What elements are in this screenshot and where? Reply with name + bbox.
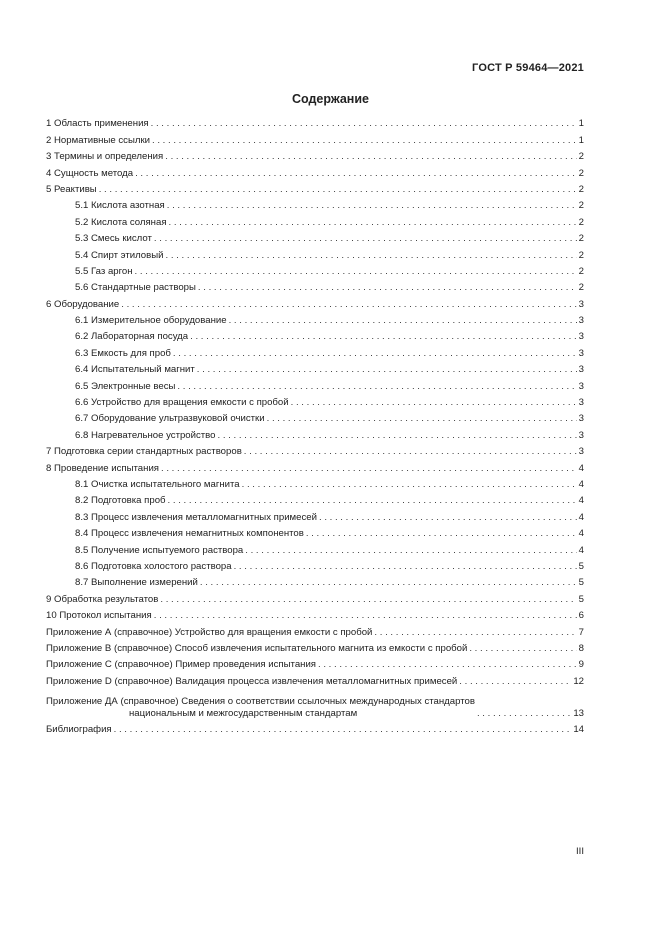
toc-entry[interactable] xyxy=(46,524,584,540)
leader-dots xyxy=(177,381,576,393)
toc-entry-page: 5 xyxy=(578,577,584,589)
page-number: III xyxy=(576,846,584,857)
leader-dots xyxy=(229,315,577,327)
toc-entry-page: 2 xyxy=(578,167,584,179)
toc-entry-page: 9 xyxy=(578,659,584,671)
toc-entry-page: 6 xyxy=(578,610,584,622)
toc-entry-label: 8.1 Очистка испытательного магнита xyxy=(75,478,240,490)
toc-entry[interactable] xyxy=(46,262,584,278)
toc-entry-page: 7 xyxy=(578,626,584,638)
toc-entry-page: 4 xyxy=(578,462,584,474)
toc-entry-page: 4 xyxy=(578,544,584,556)
toc-entry[interactable] xyxy=(46,196,584,212)
toc-entry-label: 5.2 Кислота соляная xyxy=(75,216,167,228)
toc-entry[interactable] xyxy=(46,540,584,556)
toc-entry[interactable] xyxy=(46,393,584,409)
toc-entry-page: 2 xyxy=(578,249,584,261)
leader-dots xyxy=(135,168,577,180)
toc-entry[interactable] xyxy=(46,671,584,687)
toc-entry[interactable] xyxy=(46,311,584,327)
toc-entry-page: 14 xyxy=(573,724,584,736)
leader-dots xyxy=(469,643,576,655)
toc-entry-label: 6.1 Измерительное оборудование xyxy=(75,315,227,327)
toc-entry-page: 8 xyxy=(578,642,584,654)
toc-entry-label: 5 Реактивы xyxy=(46,183,97,195)
toc-entry[interactable] xyxy=(46,458,584,474)
toc-entry[interactable] xyxy=(46,442,584,458)
toc-entry-page: 4 xyxy=(578,511,584,523)
toc-entry-label: 8 Проведение испытания xyxy=(46,462,159,474)
leader-dots xyxy=(169,217,577,229)
toc-entry-page: 2 xyxy=(578,216,584,228)
leader-dots xyxy=(121,299,576,311)
toc-entry[interactable] xyxy=(46,589,584,605)
leader-dots xyxy=(173,348,577,360)
toc-entry-page: 2 xyxy=(578,233,584,245)
toc-entry-label: 8.6 Подготовка холостого раствора xyxy=(75,560,232,572)
leader-dots xyxy=(234,561,577,573)
leader-dots xyxy=(154,233,577,245)
toc-entry-label: Приложение А (справочное) Устройство для вращения емкости с пробой xyxy=(46,626,373,638)
toc-entry[interactable] xyxy=(46,180,584,196)
document-code: ГОСТ Р 59464—2021 xyxy=(472,62,584,74)
toc-entry-page: 2 xyxy=(578,200,584,212)
toc-entry[interactable] xyxy=(46,245,584,261)
toc-entry-label: 6 Оборудование xyxy=(46,298,120,310)
toc-entry-bibliography[interactable] xyxy=(46,720,584,736)
toc-entry-label: 7 Подготовка серии стандартных растворов xyxy=(46,446,242,458)
toc-entry-page: 3 xyxy=(578,298,584,310)
toc-entry[interactable] xyxy=(46,606,584,622)
toc-entry[interactable] xyxy=(46,130,584,146)
toc-entry-page: 3 xyxy=(578,397,584,409)
toc-entry[interactable] xyxy=(46,278,584,294)
toc-entry-page: 5 xyxy=(578,560,584,572)
toc-entry-label: 5.1 Кислота азотная xyxy=(75,200,165,212)
toc-entry[interactable] xyxy=(46,327,584,343)
toc-entry[interactable] xyxy=(46,573,584,589)
toc-entry[interactable] xyxy=(46,425,584,441)
toc-entry-page: 2 xyxy=(578,265,584,277)
leader-dots xyxy=(165,151,576,163)
toc-entry-label: Приложение С (справочное) Пример проведения испытания xyxy=(46,659,317,671)
toc-entry-label: 6.4 Испытательный магнит xyxy=(75,364,195,376)
leader-dots xyxy=(161,463,577,475)
toc-entry[interactable] xyxy=(46,491,584,507)
toc-entry-label: Библиография xyxy=(46,724,112,736)
toc-entry[interactable] xyxy=(46,655,584,671)
toc-entry-label: 5.3 Смесь кислот xyxy=(75,233,152,245)
toc-entry-label: 6.8 Нагревательное устройство xyxy=(75,429,216,441)
toc-entry-label-continued: национальным и межгосударственным стандартам xyxy=(129,707,358,719)
toc-entry-label: 6.7 Оборудование ультразвуковой очистки xyxy=(75,413,265,425)
leader-dots xyxy=(167,200,577,212)
toc-entry-page: 3 xyxy=(578,331,584,343)
leader-dots xyxy=(154,610,577,622)
toc-entry-page: 3 xyxy=(578,429,584,441)
toc-entry-page: 3 xyxy=(578,364,584,376)
leader-dots xyxy=(160,594,576,606)
toc-entry-label: 5.4 Спирт этиловый xyxy=(75,249,164,261)
toc-entry-page: 2 xyxy=(578,183,584,195)
toc-entry-page: 12 xyxy=(573,675,584,687)
toc-entry-label: 2 Нормативные ссылки xyxy=(46,134,151,146)
toc-entry-page: 4 xyxy=(578,495,584,507)
toc-entry-label: 8.3 Процесс извлечения металломагнитных примесей xyxy=(75,511,317,523)
toc-entry-label: 10 Протокол испытания xyxy=(46,610,152,622)
toc-entry[interactable] xyxy=(46,294,584,310)
leader-dots xyxy=(99,184,577,196)
leader-dots xyxy=(197,364,577,376)
page-title: Содержание xyxy=(291,92,369,106)
toc-entry-label: Приложение D (справочное) Валидация процесса извлечения металломагнитных примесей xyxy=(46,675,458,687)
toc-entry-page: 3 xyxy=(578,413,584,425)
toc-entry-label: 1 Область применения xyxy=(46,118,149,130)
toc-entry[interactable] xyxy=(46,557,584,573)
leader-dots xyxy=(198,282,577,294)
toc-entry-label: 6.2 Лабораторная посуда xyxy=(75,331,189,343)
toc-entry-page: 13 xyxy=(573,707,584,719)
toc-entry-label: 6.3 Емкость для проб xyxy=(75,347,171,359)
toc-entry-label: 6.6 Устройство для вращения емкости с пробой xyxy=(75,397,289,409)
toc-entry[interactable] xyxy=(46,475,584,491)
toc-entry-label: 5.5 Газ аргон xyxy=(75,265,133,277)
leader-dots xyxy=(135,266,577,278)
toc-entry[interactable] xyxy=(46,376,584,392)
toc-entry-label: 8.4 Процесс извлечения немагнитных компонентов xyxy=(75,528,304,540)
toc-entry-page: 3 xyxy=(578,380,584,392)
toc-entry[interactable] xyxy=(46,360,584,376)
leader-dots xyxy=(200,577,577,589)
leader-dots xyxy=(152,135,577,147)
toc-entry-label: 5.6 Стандартные растворы xyxy=(75,282,196,294)
toc-entry[interactable] xyxy=(46,114,584,130)
leader-dots xyxy=(306,528,577,540)
toc-entry[interactable] xyxy=(46,147,584,163)
leader-dots xyxy=(168,495,577,507)
toc-entry-page: 1 xyxy=(578,134,584,146)
toc-entry-label: 8.2 Подготовка проб xyxy=(75,495,166,507)
toc-entry-label: 9 Обработка результатов xyxy=(46,593,159,605)
leader-dots xyxy=(114,724,572,736)
toc-entry-label: 8.5 Получение испытуемого раствора xyxy=(75,544,244,556)
toc-entry-appendix-da[interactable] xyxy=(46,688,584,720)
toc-entry-label: 8.7 Выполнение измерений xyxy=(75,577,198,589)
leader-dots xyxy=(166,250,577,262)
toc-entry-page: 2 xyxy=(578,151,584,163)
toc-entry-page: 3 xyxy=(578,446,584,458)
toc-entry-page: 3 xyxy=(578,347,584,359)
toc-entry[interactable] xyxy=(46,343,584,359)
toc-entry-label: 3 Термины и определения xyxy=(46,151,164,163)
toc-entry[interactable] xyxy=(46,212,584,228)
toc-entry-page: 4 xyxy=(578,528,584,540)
toc-entry[interactable] xyxy=(46,229,584,245)
leader-dots xyxy=(245,545,576,557)
leader-dots xyxy=(242,479,577,491)
leader-dots xyxy=(459,676,571,688)
toc-entry[interactable] xyxy=(46,622,584,638)
leader-dots xyxy=(218,430,577,442)
toc-entry-page: 2 xyxy=(578,282,584,294)
leader-dots xyxy=(319,512,577,524)
leader-dots xyxy=(244,446,577,458)
leader-dots xyxy=(291,397,577,409)
toc-entry[interactable] xyxy=(46,639,584,655)
toc-entry[interactable] xyxy=(46,507,584,523)
leader-dots xyxy=(190,331,577,343)
toc-entry-label: Приложение В (справочное) Способ извлечения испытательного магнита из емкости с пробой xyxy=(46,642,468,654)
toc-entry-page: 3 xyxy=(578,315,584,327)
toc-entry[interactable] xyxy=(46,163,584,179)
leader-dots xyxy=(318,659,577,671)
toc-entry-label: 4 Сущность метода xyxy=(46,167,134,179)
toc-entry-page: 5 xyxy=(578,593,584,605)
toc-entry-label: 6.5 Электронные весы xyxy=(75,380,176,392)
leader-dots xyxy=(151,118,577,130)
toc-entry-page: 4 xyxy=(578,478,584,490)
leader-dots xyxy=(267,413,577,425)
toc-entry[interactable] xyxy=(46,409,584,425)
toc-entry-page: 1 xyxy=(578,118,584,130)
table-of-contents xyxy=(46,114,584,736)
leader-dots xyxy=(374,627,576,639)
toc-entry-label: Приложение ДА (справочное) Сведения о соответствии ссылочных международных стандартов xyxy=(46,695,475,707)
leader-dots xyxy=(477,708,571,720)
